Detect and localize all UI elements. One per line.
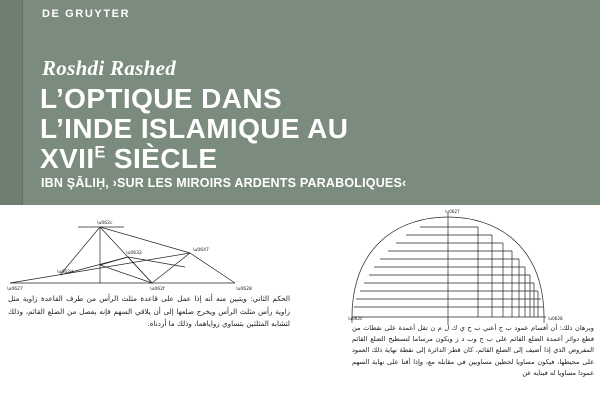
left-page-body-text: الحكم الثاني: ويتبين منه أنه إذا عمل على قاعدة مثلث الرأس من طرف القاعدة زاوية مثل زاوية رأس مثلث الرأس ويخرج ضلعها إلى أن يلاقي السهم فإنه يفصل من الضلع القائم، وذلك لتشابه المثلثين بتساوي زواياهما، وذلك ما أردناه. bbox=[8, 294, 290, 329]
publisher-name: DE GRUYTER bbox=[42, 8, 131, 20]
geometric-diagram-triangle-mirror bbox=[0, 205, 300, 297]
svg-text:\u0627: \u0627 bbox=[7, 287, 23, 292]
right-page-body-text: وبرهان ذلك: أن أقسام عمود ب ج أعني ب ح ي ك ل م ن تقل أعمدة على نقطات من قطع دوائر أعمدة الضلع القائم على ب ج وب د ز ويكون مرساما لتسطيح الضلع القائم المفروض الذي إذا أضيف إلى الضلع القائم، كان قطر الدائرة إلى نقطة نهاية ذلك العمود على محيطها، فيكون مساويا لخطين مساويين في مقابله مع، وإذا أقنا على نهاية السهم عمودا مساويا له فينايه عن bbox=[352, 324, 594, 377]
manuscript-page-left bbox=[0, 205, 300, 400]
parabola-with-ordinates-diagram bbox=[300, 205, 600, 327]
title-line-1: L’OPTIQUE DANS bbox=[40, 83, 283, 114]
svg-text:\u0628: \u0628 bbox=[548, 316, 563, 321]
manuscript-page-right bbox=[300, 205, 600, 400]
svg-text:\u062f: \u062f bbox=[150, 287, 165, 292]
title-line-3-post: SIÈCLE bbox=[105, 143, 218, 175]
title-line-3-superscript: E bbox=[94, 144, 106, 163]
svg-text:\u0628: \u0628 bbox=[236, 287, 252, 292]
title-line-2: L’INDE ISLAMIQUE AU bbox=[40, 113, 349, 145]
book-title bbox=[40, 84, 580, 175]
svg-text:\u062c: \u062c bbox=[348, 316, 363, 321]
author-name: Roshdi Rashed bbox=[42, 56, 177, 80]
svg-text:\u0632: \u0632 bbox=[126, 251, 142, 256]
svg-text:\u0627: \u0627 bbox=[445, 209, 460, 214]
book-subtitle: IBN ŞĀLIḤ, ›SUR LES MIROIRS ARDENTS PARABOLIQUES‹ bbox=[41, 176, 407, 190]
svg-text:\u062c: \u062c bbox=[97, 221, 113, 226]
title-line-3-pre: XVII bbox=[40, 143, 95, 175]
svg-text:\u062d: \u062d bbox=[57, 270, 73, 275]
manuscript-pages bbox=[0, 205, 600, 400]
cover-spine-edge bbox=[0, 0, 23, 205]
svg-text:\u0647: \u0647 bbox=[193, 248, 209, 253]
title-line-3 bbox=[40, 144, 580, 174]
